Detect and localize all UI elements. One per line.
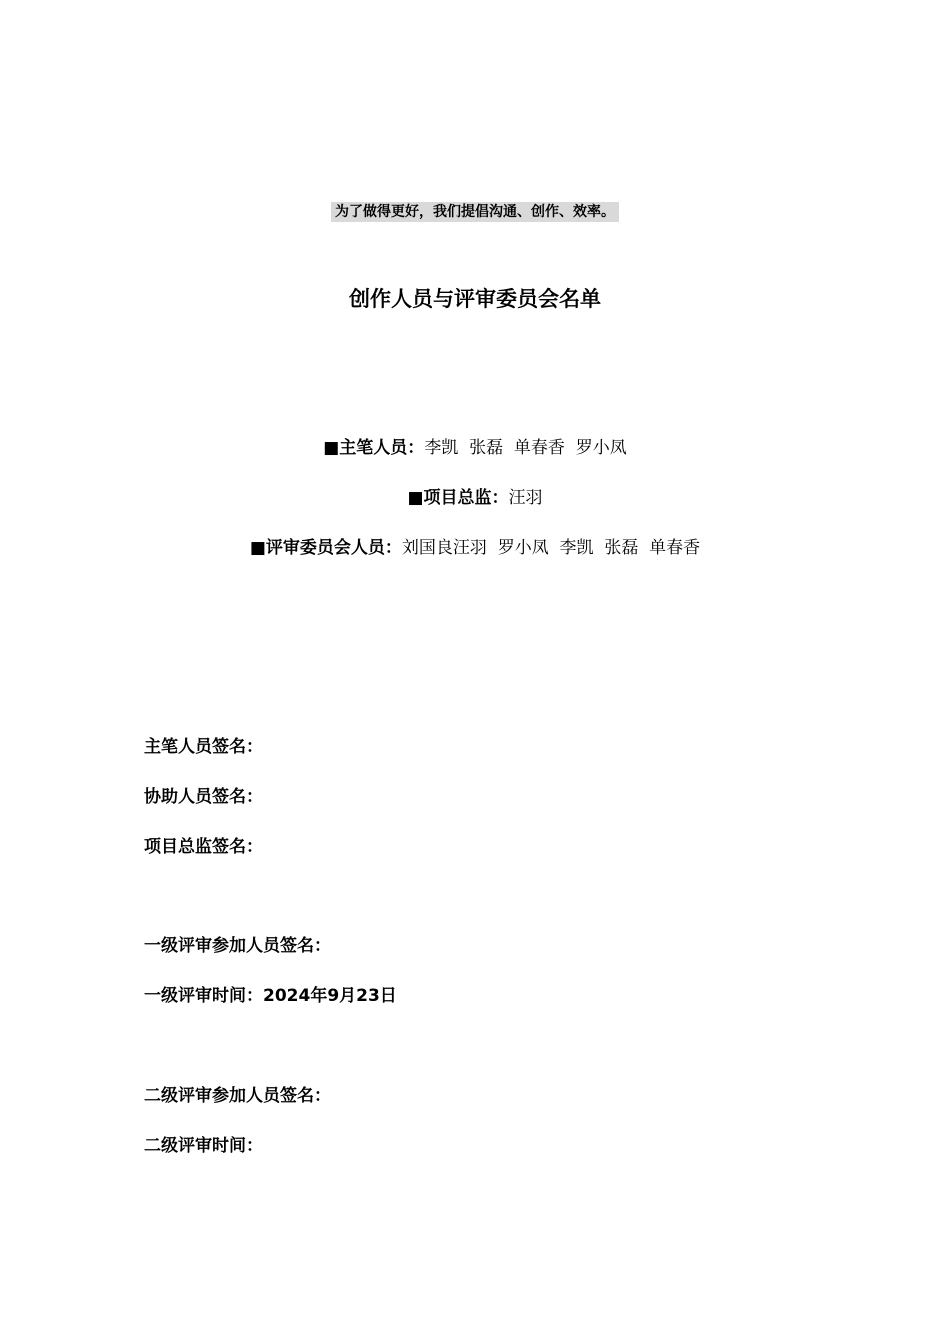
level2-participants-signature-field: 二级评审参加人员签名： (144, 1086, 331, 1106)
assistants-signature-field: 协助人员签名： (144, 787, 263, 807)
page-title: 创作人员与评审委员会名单 (349, 287, 601, 311)
review-committee-names: 刘国良汪羽 罗小凤 李凯 张磊 单春香 (401, 538, 701, 558)
director-label: ■项目总监： (407, 488, 509, 508)
director-line (0, 486, 950, 510)
level1-review-time: 一级评审时间：2024年9月23日 (144, 986, 397, 1006)
review-committee-line (0, 536, 950, 560)
director-names: 汪羽 (508, 488, 543, 508)
writers-label: ■主笔人员： (323, 438, 425, 458)
writers-signature-field: 主笔人员签名： (144, 737, 263, 757)
motto-banner (0, 201, 950, 222)
writers-line (0, 436, 950, 460)
writers-names: 李凯 张磊 单春香 罗小凤 (424, 438, 627, 458)
level2-review-time: 二级评审时间： (144, 1136, 263, 1156)
review-committee-label: ■评审委员会人员： (249, 538, 402, 558)
level1-participants-signature-field: 一级评审参加人员签名： (144, 936, 331, 956)
director-signature-field: 项目总监签名： (144, 837, 263, 857)
motto-text: 为了做得更好，我们提倡沟通、创作、效率。 (331, 202, 619, 222)
